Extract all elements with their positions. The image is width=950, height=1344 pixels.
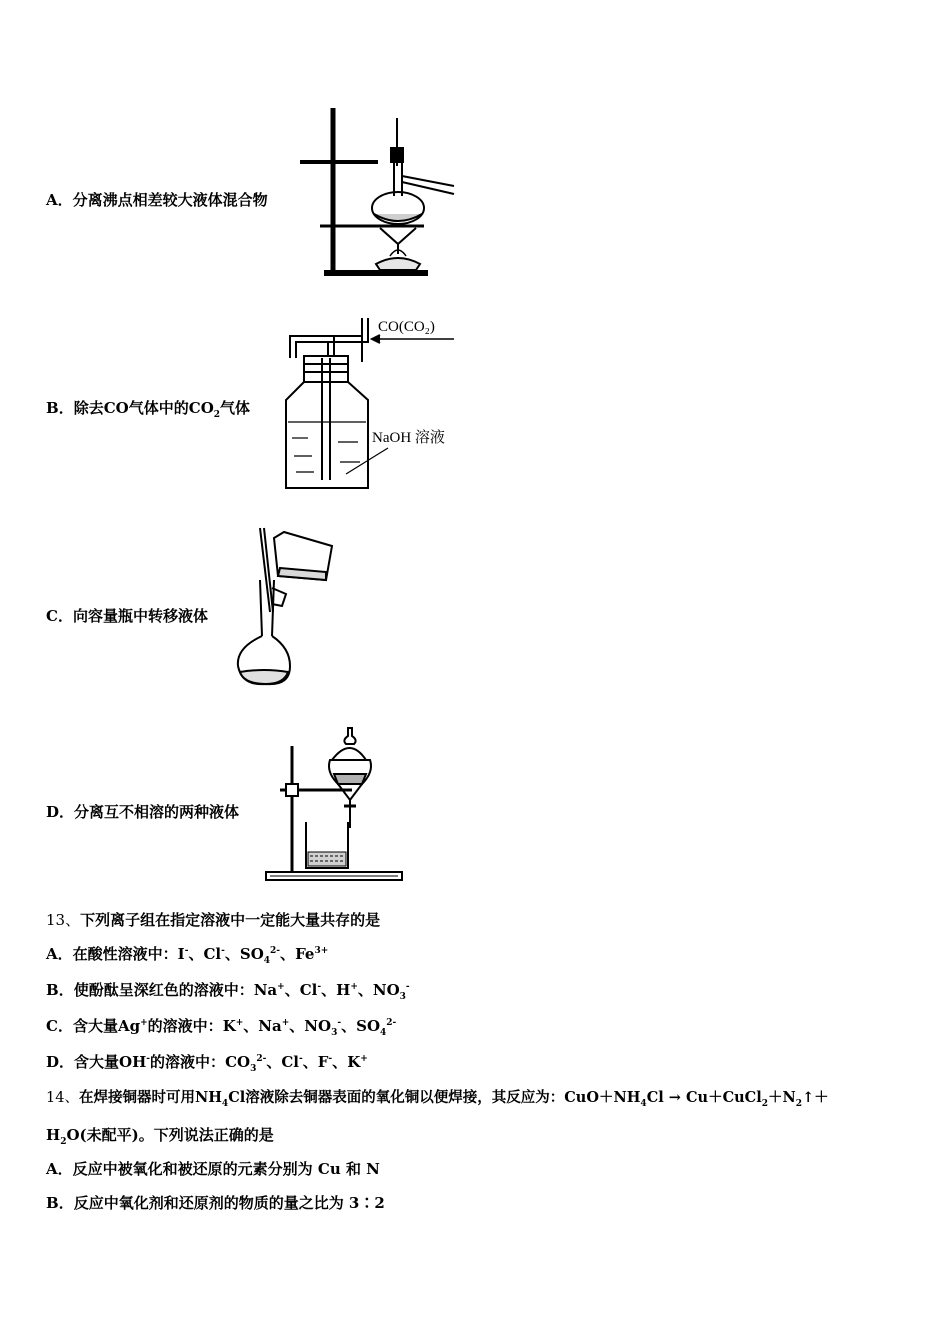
option-letter: C — [46, 607, 58, 625]
option-b-remove-co2[interactable]: B．除去CO气体中的$CO_2$气体 — [46, 399, 251, 420]
option-text: 分离沸点相差较大液体混合物 — [72, 191, 268, 209]
gas-inlet-label: CO(CO₂) — [378, 319, 435, 335]
naoh-solution-label: NaOH 溶液 — [372, 430, 445, 446]
option-letter: A — [46, 191, 58, 209]
distillation-svg — [298, 104, 458, 276]
volumetric-flask-svg — [228, 524, 338, 689]
q13-option-b[interactable]: B．使酚酞呈深红色的溶液中：Na+、Cl-、H+、$NO_3^-$ — [46, 981, 410, 1002]
option-d-separatory-funnel[interactable]: D．分离互不相溶的两种液体 — [46, 803, 240, 821]
question-number: 13 — [46, 911, 66, 929]
q14-option-a[interactable]: A．反应中被氧化和被还原的元素分别为 Cu 和 N — [46, 1160, 380, 1178]
option-letter: B — [46, 399, 59, 417]
option-c-volumetric-flask[interactable]: C．向容量瓶中转移液体 — [46, 607, 208, 625]
separatory-funnel-svg — [262, 726, 412, 884]
distillation-apparatus-figure — [298, 104, 458, 276]
reaction-equation: $CuO+NH_4Cl$ → $Cu+CuCl_2+N_2↑+$ — [564, 1089, 829, 1109]
gas-washing-bottle-figure — [278, 312, 473, 490]
question-14-stem-line2: $H_2O$(未配平)。下列说法正确的是 — [46, 1126, 274, 1147]
separatory-funnel-figure — [262, 726, 412, 884]
option-text: 反应中氧化剂和还原剂的物质的量之比为 3∶2 — [73, 1194, 385, 1212]
option-letter: D — [46, 803, 60, 821]
q13-option-a[interactable]: A．在酸性溶液中：I-、Cl-、$SO_4^{2-}$、$Fe^{3+}$ — [46, 945, 329, 966]
option-text: 向容量瓶中转移液体 — [72, 607, 208, 625]
q13-option-c[interactable]: C．含大量Ag+的溶液中：K+、Na+、$NO_3^-$、$SO_4^{2-}$ — [46, 1017, 397, 1038]
option-text: 反应中被氧化和被还原的元素分别为 Cu 和 N — [72, 1160, 380, 1178]
q13-option-d[interactable]: D．含大量OH-的溶液中：$CO_3^{2-}$、Cl-、F-、K+ — [46, 1053, 368, 1074]
question-13-stem: 13、下列离子组在指定溶液中一定能大量共存的是 — [46, 911, 381, 929]
gas-washing-svg — [278, 312, 473, 490]
option-a-distillation[interactable]: A．分离沸点相差较大液体混合物 — [46, 191, 268, 209]
question-number: 14 — [46, 1090, 65, 1106]
question-text: 下列离子组在指定溶液中一定能大量共存的是 — [80, 911, 381, 929]
option-text: 分离互不相溶的两种液体 — [74, 803, 240, 821]
question-14-stem-line1: 14、在焊接铜器时可用$NH_4Cl$溶液除去铜器表面的氧化铜以便焊接，其反应为：$CuO+NH_4Cl$ → $Cu+CuCl_2+N_2↑+$ — [46, 1089, 829, 1109]
volumetric-flask-figure — [228, 524, 338, 689]
q14-option-b[interactable]: B．反应中氧化剂和还原剂的物质的量之比为 3∶2 — [46, 1194, 385, 1212]
